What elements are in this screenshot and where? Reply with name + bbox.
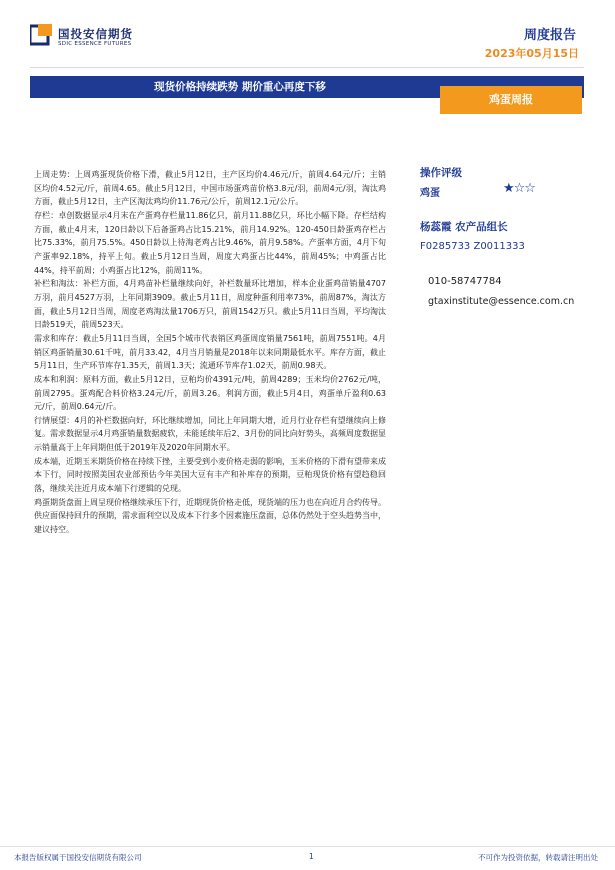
paragraph-conclusion: 鸡蛋期货盘面上周呈现价格继续承压下行，近期现货价格走低，现货端的压力也在向近月合约传导。供应面保持回升的预期，需求面利空以及成本下行多个因素施压盘面，总体仍然处于空头趋势当中，建议持空。	[34, 497, 386, 535]
paragraph-inventory: 存栏：卓创数据显示4月末在产蛋鸡存栏量11.86亿只，前月11.88亿只，环比小幅下降。存栏结构方面，截止4月末，120日龄以下后备蛋鸡占比15.21%，前月14.92%。120-450日龄蛋鸡存栏占比75.33%，前月75.5%。450日龄以上待淘老鸡占比9.46%，前月9.58%。产蛋率方面，4月下旬产蛋率92.18%，持平上旬。截止5月12日当周，周度大鸡蛋占比44%，前周45%；中鸡蛋占比44%，持平前周；小鸡蛋占比12%，前周11%。	[34, 210, 386, 275]
paragraph-cost-side: 成本端，近期玉米期货价格在持续下挫，主要受到小麦价格走弱的影响，玉米价格的下滑有望带来成本下行，同时按照美国农业部预估今年美国大豆有丰产和补库存的预期，豆粕现货价格有望趋稳回落，继续关注近月成本端下行逻辑的兑现。	[34, 456, 386, 494]
footer-copyright: 本报告版权属于国投安信期货有限公司	[14, 853, 142, 862]
footer-divider	[0, 846, 615, 847]
page-number: 1	[309, 852, 314, 861]
category-tab	[440, 86, 582, 114]
report-title: 现货价格持续跌势 期价重心再度下移	[154, 81, 326, 93]
logo-text-cn: 国投安信期货	[58, 27, 133, 41]
analyst-email[interactable]: gtaxinstitute@essence.com.cn	[428, 296, 575, 307]
report-date: 2023年05月15日	[484, 47, 579, 60]
paragraph-demand-stock: 需求和库存：截止5月11日当周，全国5个城市代表销区鸡蛋周度销量7561吨，前周7551吨。4月销区鸡蛋销量30.61千吨，前月33.42，4月当月销量是2018年以来同期最低水平。库存方面，截止5月11日，生产环节库存1.35天，前周1.3天；流通环节库存1.02天，前周0.98天。	[34, 333, 386, 371]
rating-title: 操作评级	[420, 167, 462, 179]
footer-disclaimer: 不可作为投资依据，转载请注明出处	[478, 853, 598, 862]
report-type: 周度报告	[523, 28, 576, 43]
rating-stars: ★☆☆	[503, 181, 535, 196]
paragraph-outlook: 行情展望：4月的补栏数据向好，环比继续增加，同比上年同期大增，近月行业存栏有望继续向上修复。需求数据显示4月鸡蛋销量数据疲软，未能延续年后2、3月份的同比向好势头，高频周度数据显示销量高于上年同期但低于2019年及2020年同期水平。	[34, 415, 386, 453]
category-label: 鸡蛋周报	[489, 93, 533, 106]
paragraph-cost-profit: 成本和利润：原料方面，截止5月12日，豆粕均价4391元/吨，前周4289；玉米均价2762元/吨，前周2795。蛋鸡配合料价格3.24元/斤，前周3.26。利润方面，截止5月4日，鸡蛋单斤盈利0.63元/斤，前周0.64元/斤。	[34, 374, 386, 412]
rating-item: 鸡蛋	[420, 188, 440, 199]
paragraph-replenish-culling: 补栏和淘汰：补栏方面，4月鸡苗补栏量继续向好，补栏数量环比增加，样本企业蛋鸡苗销量4707万羽，前月4527万羽，上年同期3909。截止5月11日，周度种蛋利用率73%，前周87%，淘汰方面，截止5月12日当周，周度老鸡淘汰量1706万只，前周1542万只。截止5月11日当周，平均淘汰日龄519天，前周523天。	[34, 279, 386, 330]
analyst-name: 杨蕊霞 农产品组长	[420, 221, 508, 233]
report-body	[34, 168, 386, 537]
logo-mark-icon	[30, 24, 52, 46]
paragraph-last-week: 上周走势：上周鸡蛋现货价格下滑，截止5月12日，主产区均价4.46元/斤，前周4.64元/斤；主销区均价4.52元/斤，前周4.65。截止5月12日，中国市场蛋鸡苗价格3.8元/羽，前周4元/羽，淘汰鸡方面，截止5月12日，主产区淘汰鸡均价11.76元/公斤，前周12.1元/公斤。	[34, 170, 386, 207]
company-logo	[30, 24, 180, 54]
analyst-license: F0285733 Z0011333	[420, 241, 525, 252]
analyst-phone: 010-58747784	[428, 276, 502, 287]
logo-text-en: SDIC ESSENCE FUTURES	[58, 41, 132, 47]
header-divider	[30, 67, 584, 68]
